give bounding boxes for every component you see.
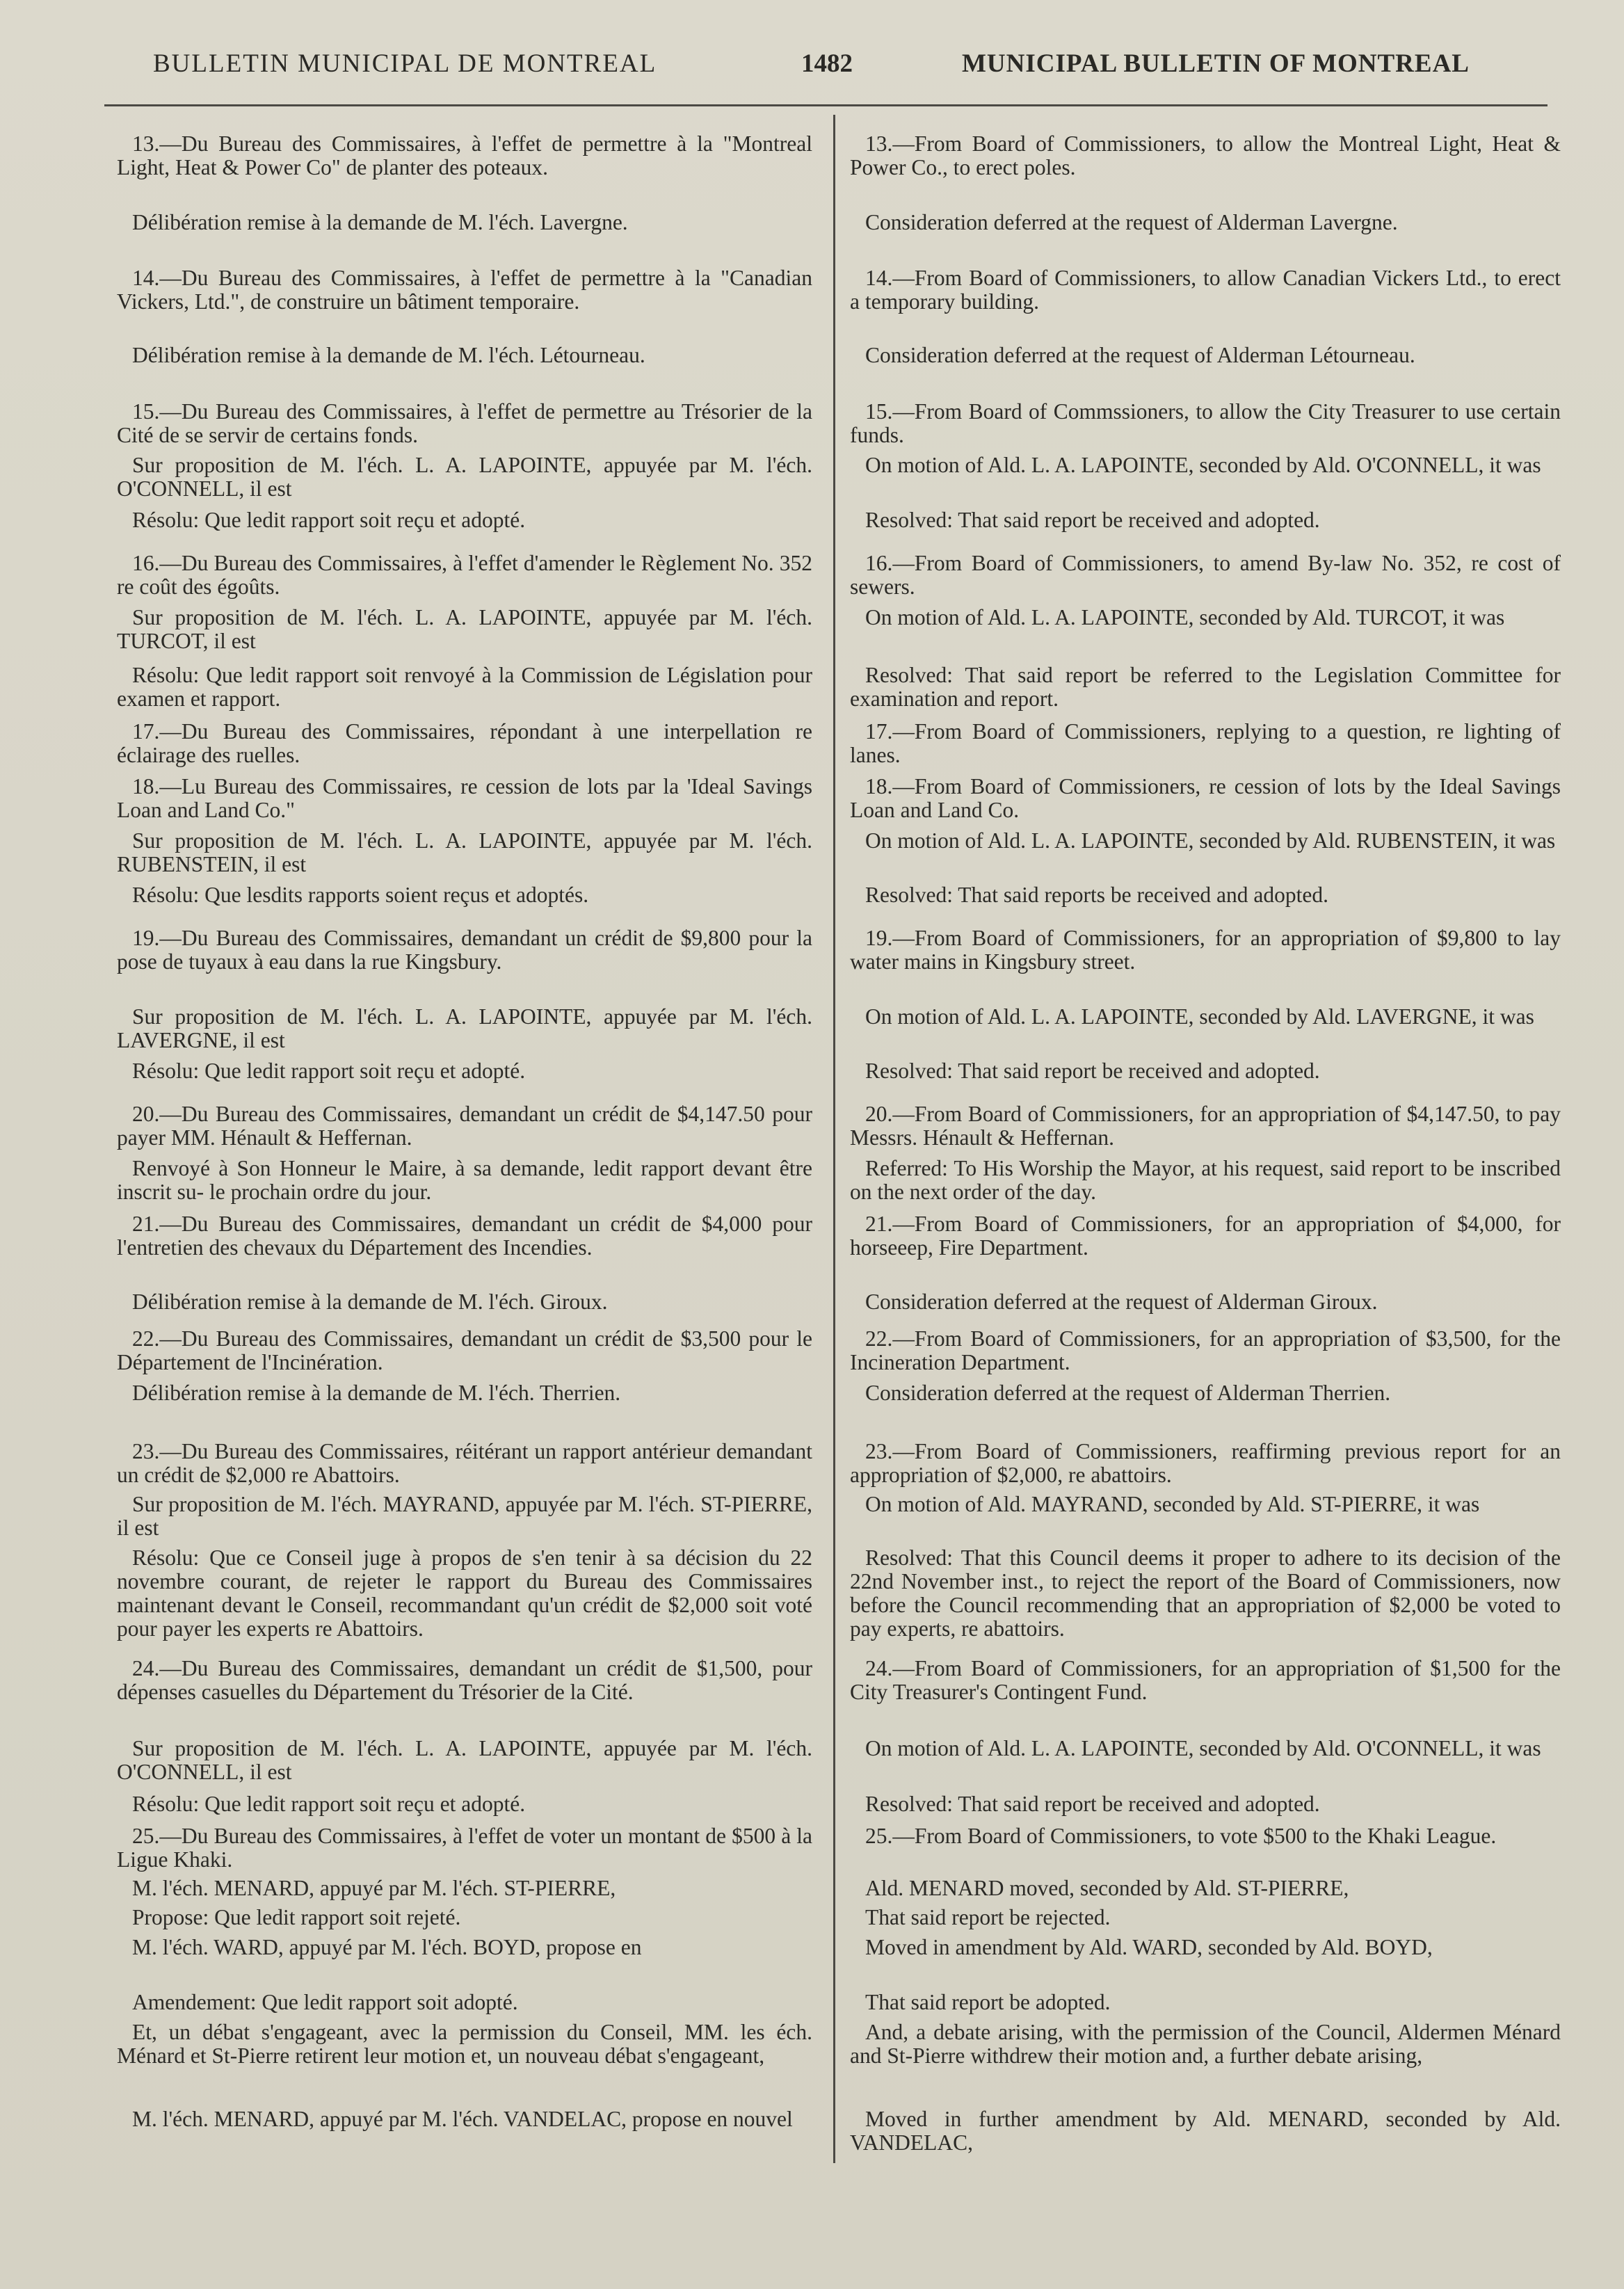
fr-item-19: 19.—Du Bureau des Commissaires, demandant un crédit de $9,800 pour la pose de tuyaux à eau dans la rue Kingsbury. (117, 926, 812, 974)
en-item-17: 17.—From Board of Commissioners, replying to a question, re lighting of lanes. (850, 719, 1561, 767)
en-item-15-result: Resolved: That said report be received and adopted. (865, 508, 1320, 532)
en-item-25-debate: And, a debate arising, with the permission of the Council, Aldermen Ménard and St-Pierre withdrew their motion and, a further debate arising, (850, 2020, 1561, 2068)
fr-item-22: 22.—Du Bureau des Commissaires, demandant un crédit de $3,500 pour le Département de l'Incinération. (117, 1326, 812, 1374)
en-item-23: 23.—From Board of Commissioners, reaffirming previous report for an appropriation of $2,000, re abattoirs. (850, 1439, 1561, 1487)
fr-item-25-amendment-mover: M. l'éch. WARD, appuyé par M. l'éch. BOYD, propose en (132, 1935, 642, 1959)
en-item-20-result: Referred: To His Worship the Mayor, at his request, said report to be inscribed on the next order of the day. (850, 1156, 1561, 1204)
en-item-13: 13.—From Board of Commissioners, to allow the Montreal Light, Heat & Power Co., to erect poles. (850, 131, 1561, 179)
fr-item-14: 14.—Du Bureau des Commissaires, à l'effet de permettre à la "Canadian Vickers, Ltd.", de construire un bâtiment temporaire. (117, 266, 812, 314)
en-item-16: 16.—From Board of Commissioners, to amend By-law No. 352, re cost of sewers. (850, 551, 1561, 599)
en-item-23-result: Resolved: That this Council deems it proper to adhere to its decision of the 22nd November inst., to reject the report of the Board of Commissioners, now before the Council recommending that an appropriation of $2,000 be voted to pay experts, re abattoirs. (850, 1545, 1561, 1641)
fr-item-25-mover: M. l'éch. MENARD, appuyé par M. l'éch. ST-PIERRE, (132, 1876, 616, 1900)
en-item-19-motion: On motion of Ald. L. A. LAPOINTE, seconded by Ald. LAVERGNE, it was (865, 1004, 1534, 1029)
en-item-21-result: Consideration deferred at the request of Alderman Giroux. (865, 1290, 1378, 1314)
fr-item-21: 21.—Du Bureau des Commissaires, demandant un crédit de $4,000 pour l'entretien des chevaux du Département des Incendies. (117, 1212, 812, 1260)
fr-item-25-amendment: Amendement: Que ledit rapport soit adopté. (132, 1990, 518, 2014)
fr-item-25: 25.—Du Bureau des Commissaires, à l'effet de voter un montant de $500 à la Ligue Khaki. (117, 1824, 812, 1872)
en-item-19-result: Resolved: That said report be received and adopted. (865, 1059, 1320, 1083)
fr-item-25-debate: Et, un débat s'engageant, avec la permission du Conseil, MM. les éch. Ménard et St-Pierre retirent leur motion et, un nouveau débat s'engageant, (117, 2020, 812, 2068)
column-divider (833, 115, 835, 2163)
en-item-14: 14.—From Board of Commissioners, to allow Canadian Vickers Ltd., to erect a temporary building. (850, 266, 1561, 314)
en-item-22-result: Consideration deferred at the request of Alderman Therrien. (865, 1381, 1391, 1405)
fr-item-18-result: Résolu: Que lesdits rapports soient reçus et adoptés. (132, 883, 589, 907)
fr-item-16-result: Résolu: Que ledit rapport soit renvoyé à la Commission de Législation pour examen et rapport. (117, 663, 812, 711)
fr-item-23-result: Résolu: Que ce Conseil juge à propos de s'en tenir à sa décision du 22 novembre courant, de rejeter le rapport du Bureau des Commissaires maintenant devant le Conseil, recommandant qu'un crédit de $2,000 soit voté pour payer les experts re Abattoirs. (117, 1545, 812, 1641)
fr-item-15-motion: Sur proposition de M. l'éch. L. A. LAPOINTE, appuyée par M. l'éch. O'CONNELL, il est (117, 453, 812, 501)
fr-item-14-result: Délibération remise à la demande de M. l'éch. Létourneau. (132, 343, 645, 367)
fr-item-15: 15.—Du Bureau des Commissaires, à l'effet de permettre au Trésorier de la Cité de se servir de certains fonds. (117, 399, 812, 447)
en-item-13-result: Consideration deferred at the request of Alderman Lavergne. (865, 210, 1398, 234)
en-item-25-new-motion: Moved in further amendment by Ald. MENARD, seconded by Ald. VANDELAC, (850, 2107, 1561, 2155)
en-item-24-motion: On motion of Ald. L. A. LAPOINTE, seconded by Ald. O'CONNELL, it was (865, 1736, 1541, 1760)
en-item-25-amendment-mover: Moved in amendment by Ald. WARD, seconded by Ald. BOYD, (865, 1935, 1433, 1959)
fr-item-23: 23.—Du Bureau des Commissaires, réitérant un rapport antérieur demandant un crédit de $2,000 re Abattoirs. (117, 1439, 812, 1487)
en-item-25-mover: Ald. MENARD moved, seconded by Ald. ST-PIERRE, (865, 1876, 1349, 1900)
header-french-title: BULLETIN MUNICIPAL DE MONTREAL (153, 49, 657, 78)
fr-item-16-motion: Sur proposition de M. l'éch. L. A. LAPOINTE, appuyée par M. l'éch. TURCOT, il est (117, 605, 812, 653)
fr-item-13-result: Délibération remise à la demande de M. l'éch. Lavergne. (132, 210, 628, 234)
en-item-18-motion: On motion of Ald. L. A. LAPOINTE, seconded by Ald. RUBENSTEIN, it was (865, 828, 1556, 853)
fr-item-13: 13.—Du Bureau des Commissaires, à l'effet de permettre à la "Montreal Light, Heat & Power Co" de planter des poteaux. (117, 131, 812, 179)
fr-item-19-motion: Sur proposition de M. l'éch. L. A. LAPOINTE, appuyée par M. l'éch. LAVERGNE, il est (117, 1004, 812, 1052)
fr-item-21-result: Délibération remise à la demande de M. l'éch. Giroux. (132, 1290, 608, 1314)
fr-item-18: 18.—Lu Bureau des Commissaires, re cession de lots par la 'Ideal Savings Loan and Land Co." (117, 774, 812, 822)
en-item-21: 21.—From Board of Commissioners, for an appropriation of $4,000, for horseeep, Fire Department. (850, 1212, 1561, 1260)
en-item-14-result: Consideration deferred at the request of Alderman Létourneau. (865, 343, 1415, 367)
en-item-24-result: Resolved: That said report be received and adopted. (865, 1792, 1320, 1816)
fr-item-25-proposal: Propose: Que ledit rapport soit rejeté. (132, 1905, 461, 1929)
en-item-25: 25.—From Board of Commissioners, to vote $500 to the Khaki League. (865, 1824, 1497, 1848)
en-item-16-motion: On motion of Ald. L. A. LAPOINTE, seconded by Ald. TURCOT, it was (865, 605, 1505, 629)
page-header (0, 49, 1624, 90)
en-item-22: 22.—From Board of Commissioners, for an appropriation of $3,500, for the Incineration Department. (850, 1326, 1561, 1374)
fr-item-20: 20.—Du Bureau des Commissaires, demandant un crédit de $4,147.50 pour payer MM. Hénault & Heffernan. (117, 1102, 812, 1150)
fr-item-16: 16.—Du Bureau des Commissaires, à l'effet d'amender le Règlement No. 352 re coût des égoûts. (117, 551, 812, 599)
fr-item-25-new-motion: M. l'éch. MENARD, appuyé par M. l'éch. VANDELAC, propose en nouvel (132, 2107, 793, 2131)
en-item-16-result: Resolved: That said report be referred to the Legislation Committee for examination and report. (850, 663, 1561, 711)
header-english-title: MUNICIPAL BULLETIN OF MONTREAL (962, 49, 1470, 78)
fr-item-22-result: Délibération remise à la demande de M. l'éch. Therrien. (132, 1381, 621, 1405)
en-item-19: 19.—From Board of Commissioners, for an appropriation of $9,800 to lay water mains in Kingsbury street. (850, 926, 1561, 974)
header-rule (104, 104, 1547, 106)
en-item-25-amendment: That said report be adopted. (865, 1990, 1111, 2014)
fr-item-15-result: Résolu: Que ledit rapport soit reçu et adopté. (132, 508, 526, 532)
en-item-15-motion: On motion of Ald. L. A. LAPOINTE, seconded by Ald. O'CONNELL, it was (865, 453, 1541, 477)
fr-item-19-result: Résolu: Que ledit rapport soit reçu et adopté. (132, 1059, 526, 1083)
en-item-24: 24.—From Board of Commissioners, for an appropriation of $1,500 for the City Treasurer's Contingent Fund. (850, 1656, 1561, 1704)
fr-item-24-motion: Sur proposition de M. l'éch. L. A. LAPOINTE, appuyée par M. l'éch. O'CONNELL, il est (117, 1736, 812, 1784)
fr-item-23-motion: Sur proposition de M. l'éch. MAYRAND, appuyée par M. l'éch. ST-PIERRE, il est (117, 1492, 812, 1540)
en-item-25-proposal: That said report be rejected. (865, 1905, 1111, 1929)
fr-item-24-result: Résolu: Que ledit rapport soit reçu et adopté. (132, 1792, 526, 1816)
page-number: 1482 (801, 49, 853, 78)
fr-item-20-result: Renvoyé à Son Honneur le Maire, à sa demande, ledit rapport devant être inscrit su- le prochain ordre du jour. (117, 1156, 812, 1204)
fr-item-17: 17.—Du Bureau des Commissaires, répondant à une interpellation re éclairage des ruelles. (117, 719, 812, 767)
en-item-23-motion: On motion of Ald. MAYRAND, seconded by Ald. ST-PIERRE, it was (865, 1492, 1480, 1516)
en-item-20: 20.—From Board of Commissioners, for an appropriation of $4,147.50, to pay Messrs. Hénault & Heffernan. (850, 1102, 1561, 1150)
en-item-18: 18.—From Board of Commissioners, re cession of lots by the Ideal Savings Loan and Land Co. (850, 774, 1561, 822)
en-item-18-result: Resolved: That said reports be received and adopted. (865, 883, 1328, 907)
en-item-15: 15.—From Board of Commssioners, to allow the City Treasurer to use certain funds. (850, 399, 1561, 447)
fr-item-24: 24.—Du Bureau des Commissaires, demandant un crédit de $1,500, pour dépenses casuelles du Département du Trésorier de la Cité. (117, 1656, 812, 1704)
fr-item-18-motion: Sur proposition de M. l'éch. L. A. LAPOINTE, appuyée par M. l'éch. RUBENSTEIN, il est (117, 828, 812, 876)
